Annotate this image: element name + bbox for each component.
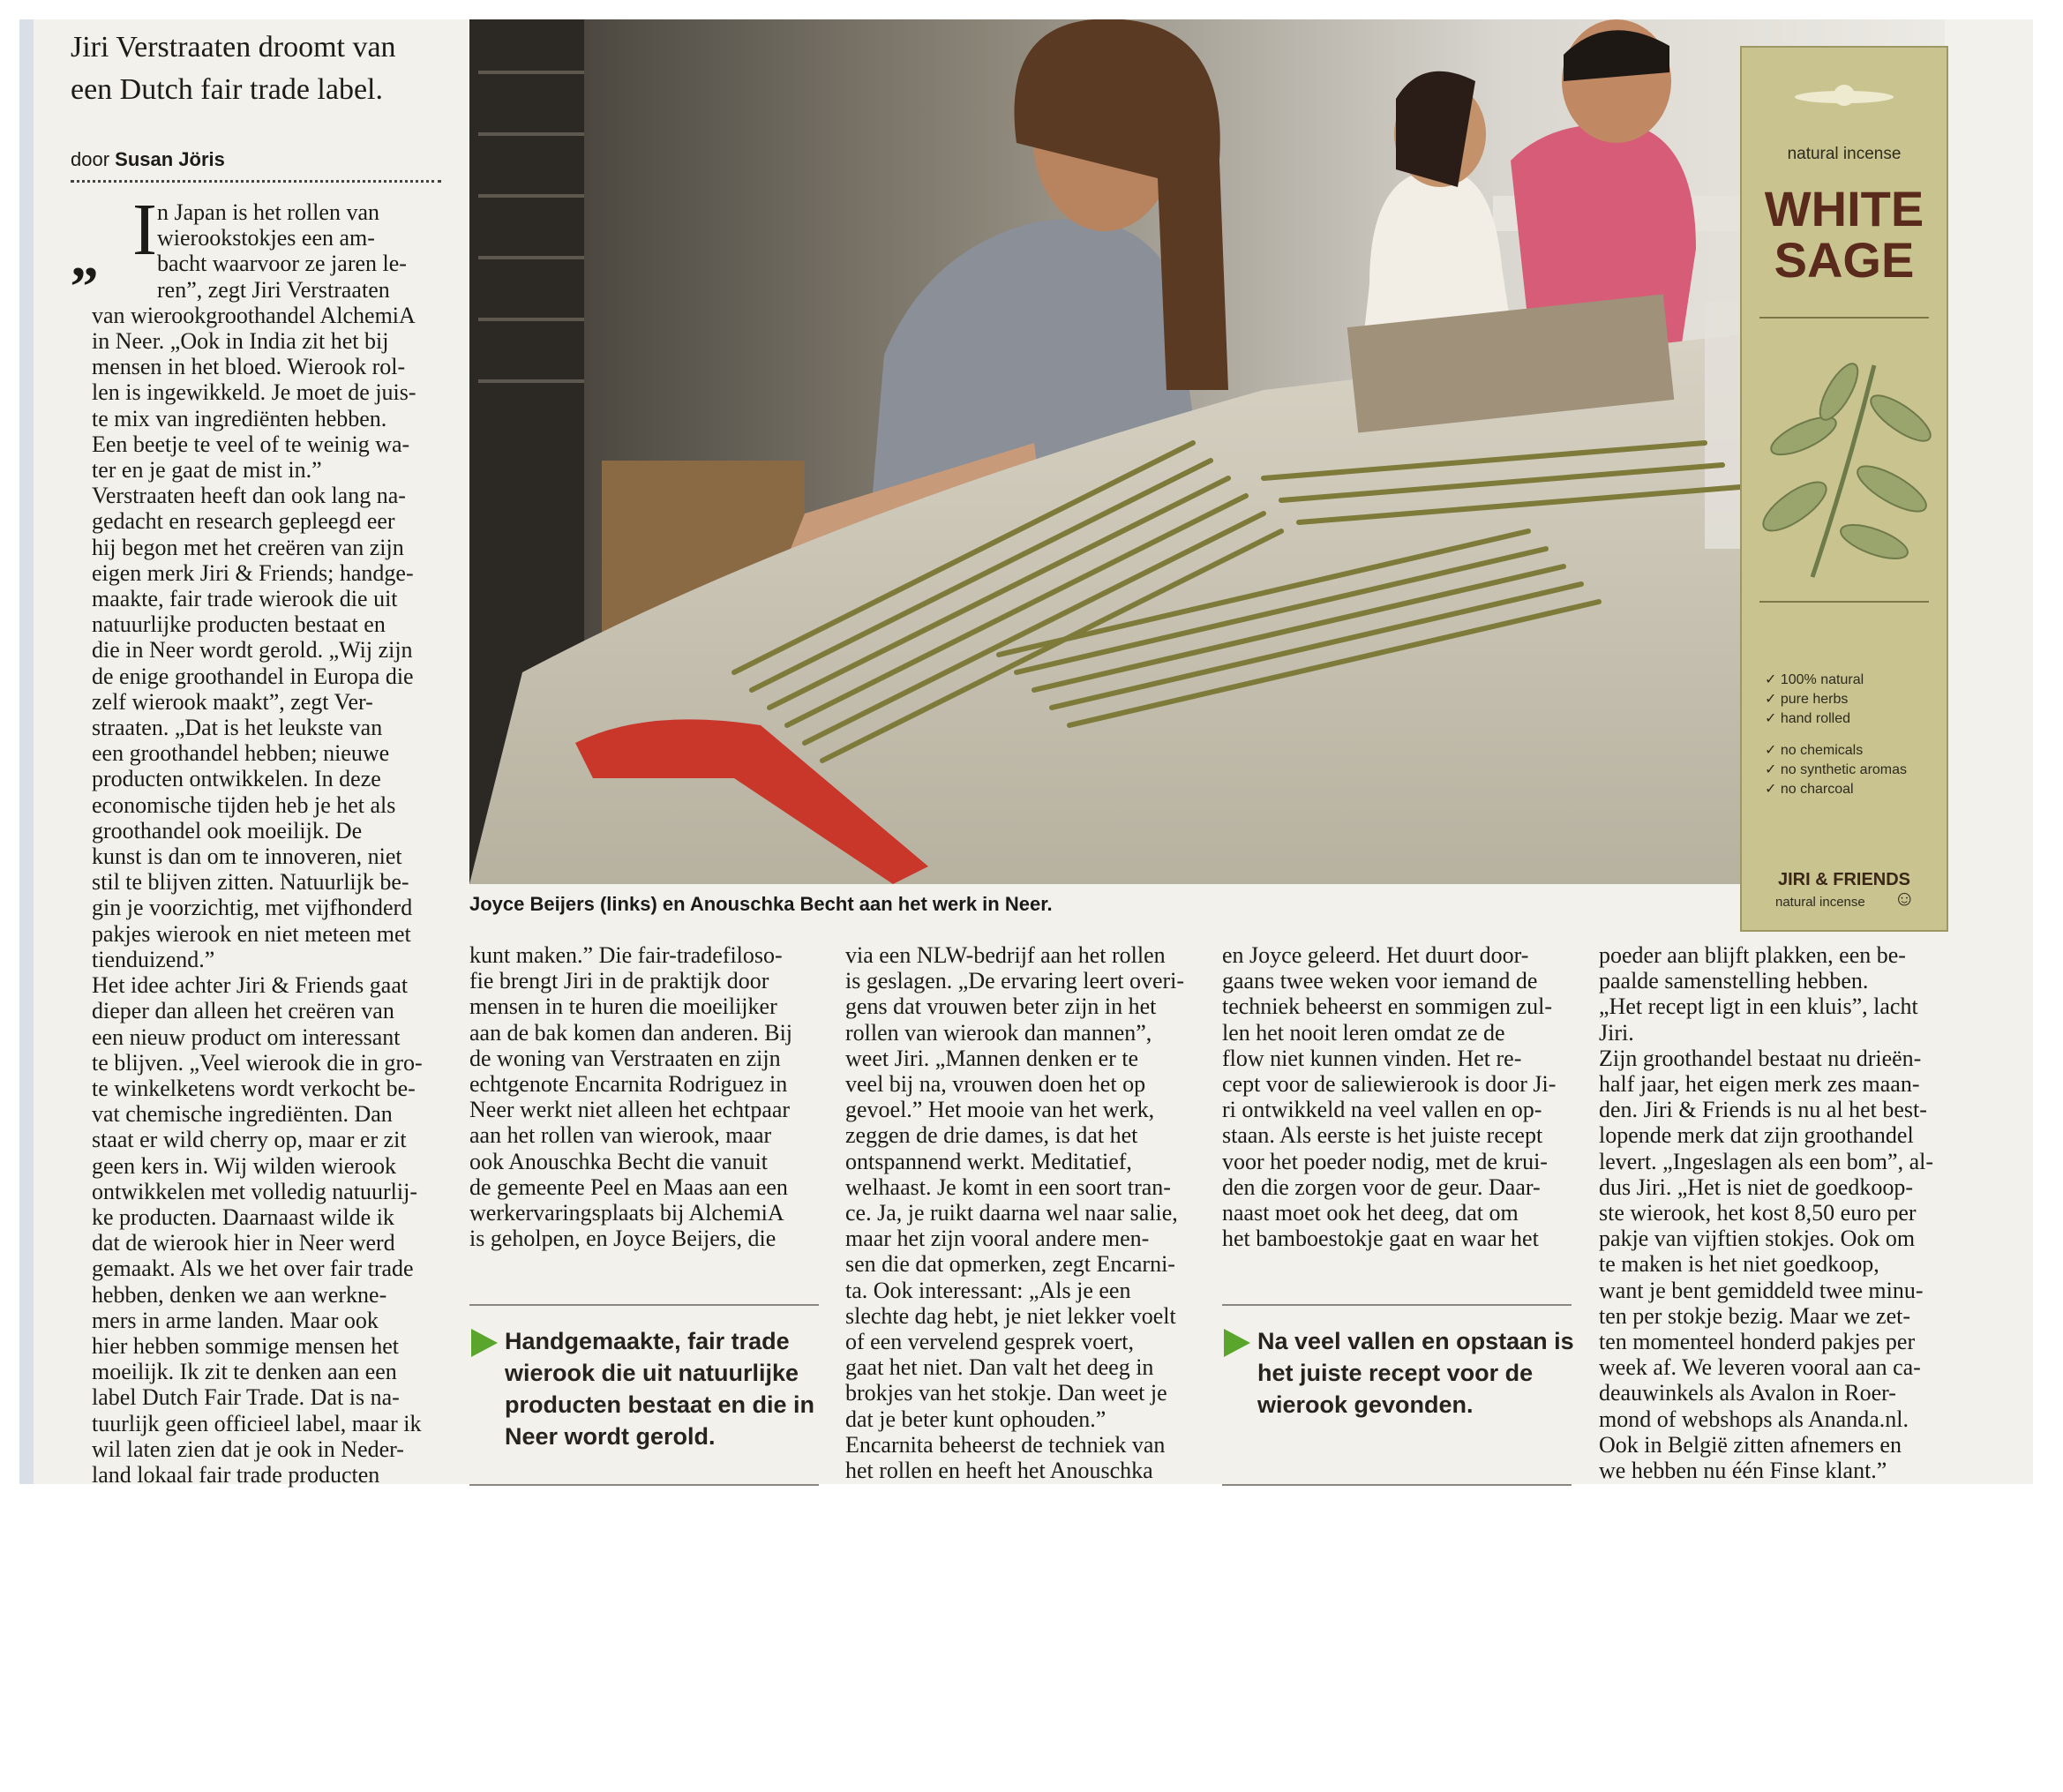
article-column-1: [92, 189, 441, 1488]
text-line: groothandel ook moeilijk. De: [92, 817, 363, 844]
text-line: gemaakt. Als we het over fair trade: [92, 1256, 414, 1282]
text-line: wierookstokjes een am-: [157, 225, 375, 251]
text-line: pakje van vijftien stokjes. Ook om: [1599, 1226, 1916, 1252]
text-line: of een vervelend gesprek voert,: [845, 1329, 1135, 1355]
package-title-line1: WHITE: [1764, 181, 1924, 236]
text-line: te maken is het niet goedkoop,: [1599, 1251, 1879, 1278]
text-line: de woning van Verstraaten en zijn: [469, 1045, 781, 1071]
text-line: gaat het niet. Dan valt het deeg in: [845, 1354, 1154, 1381]
article-photo: [469, 19, 1945, 884]
text-line: flow niet kunnen vinden. Het re-: [1222, 1045, 1522, 1071]
pullquote-line: het juiste recept voor de: [1257, 1360, 1534, 1386]
text-line: ten momenteel honderd pakjes per: [1599, 1329, 1916, 1355]
scan-edge: [19, 19, 34, 1484]
pullquote-line: Na veel vallen en opstaan is: [1257, 1328, 1574, 1354]
text-line: de enige groothandel in Europa die: [92, 663, 414, 689]
text-line: bacht waarvoor ze jaren le-: [157, 251, 407, 277]
text-line: zeggen de drie dames, is dat het: [845, 1122, 1138, 1149]
text-line: eigen merk Jiri & Friends; handge-: [92, 559, 414, 586]
text-line: den. Jiri & Friends is nu al het best-: [1599, 1097, 1927, 1123]
text-line: want je bent gemiddeld twee minu-: [1599, 1277, 1924, 1303]
smiley-icon: ☺: [1894, 888, 1916, 911]
text-line: gin je voorzichtig, met vijfhonderd: [92, 895, 413, 921]
text-line: producten ontwikkelen. In deze: [92, 766, 381, 792]
text-line: kunst is dan om te innoveren, niet: [92, 844, 402, 870]
text-line: half jaar, het eigen merk zes maan-: [1599, 1071, 1920, 1098]
text-line: het bamboestokje gaat en waar het: [1222, 1226, 1539, 1252]
text-line: Een beetje te veel of te weinig wa-: [92, 431, 410, 457]
text-line: en Joyce geleerd. Het duurt door-: [1222, 942, 1529, 968]
workshop-photo-illustration: [469, 19, 1945, 884]
package-feature: ✓ no chemicals: [1765, 743, 1864, 758]
text-line: hij begon met het creëren van zijn: [92, 534, 404, 560]
text-line: aan de bak komen dan anderen. Bij: [469, 1019, 793, 1046]
text-line: maakte, fair trade wierook die uit: [92, 586, 398, 612]
text-line: ri ontwikkeld na veel vallen en op-: [1222, 1097, 1542, 1123]
text-line: wil laten zien dat je ook in Neder-: [92, 1436, 404, 1462]
package-features: [1765, 671, 1907, 799]
text-line: gevoel.” Het mooie van het werk,: [845, 1097, 1155, 1123]
package-feature: ✓ hand rolled: [1765, 711, 1851, 726]
text-line: straaten. „Dat is het leukste van: [92, 715, 383, 741]
text-line: lopende merk dat zijn groothandel: [1599, 1122, 1914, 1149]
byline-prefix: door: [71, 148, 110, 170]
text-line: echtgenote Encarnita Rodriguez in: [469, 1071, 788, 1098]
text-line: Ook in België zitten afnemers en: [1599, 1431, 1902, 1458]
text-line: week af. We leveren vooral aan ca-: [1599, 1354, 1921, 1381]
text-line: kunt maken.” Die fair-tradefiloso-: [469, 942, 783, 968]
text-line: werkervaringsplaats bij AlchemiA: [469, 1200, 784, 1226]
text-line: den die zorgen voor de geur. Daar-: [1222, 1173, 1541, 1200]
text-line: welhaast. Je komt in een soort tran-: [845, 1173, 1171, 1200]
package-tagline: natural incense: [1787, 145, 1902, 163]
text-line: ter en je gaat de mist in.”: [92, 457, 322, 484]
text-line: gaans twee weken voor iemand de: [1222, 968, 1538, 994]
text-line: geen kers in. Wij wilden wierook: [92, 1152, 397, 1179]
pullquote-line: wierook die uit natuurlijke: [505, 1360, 799, 1386]
text-line: ce. Ja, je ruikt daarna wel naar salie,: [845, 1200, 1178, 1226]
text-line: die in Neer wordt gerold. „Wij zijn: [92, 637, 413, 664]
package-feature: ✓ no charcoal: [1765, 782, 1854, 797]
text-line: hebben, denken we aan werkne-: [92, 1281, 387, 1308]
text-line: te mix van ingrediënten hebben.: [92, 405, 387, 431]
text-line: Verstraaten heeft dan ook lang na-: [92, 483, 406, 509]
text-line: paalde samenstelling hebben.: [1599, 968, 1869, 994]
package-title-line2: SAGE: [1774, 232, 1915, 288]
text-line: techniek beheerst en sommigen zul-: [1222, 993, 1552, 1020]
drop-cap: I: [132, 189, 157, 271]
photo-caption: Joyce Beijers (links) en Anouschka Becht aan het werk in Neer.: [469, 893, 1053, 915]
pullquote-2-arrow-icon: [1224, 1329, 1250, 1357]
text-line: cept voor de saliewierook is door Ji-: [1222, 1071, 1557, 1098]
package-feature: ✓ pure herbs: [1765, 692, 1849, 707]
incense-package: [1740, 46, 1948, 932]
text-line: dat de wierook hier in Neer werd: [92, 1230, 395, 1256]
text-line: mond of webshops als Ananda.nl.: [1599, 1406, 1909, 1432]
pullquote-line: producten bestaat en die in: [505, 1391, 815, 1418]
pullquote-1-top-rule: [469, 1304, 819, 1306]
text-line: fie brengt Jiri in de praktijk door: [469, 968, 769, 994]
pullquote-line: wierook gevonden.: [1257, 1391, 1474, 1418]
text-line: natuurlijke producten bestaat en: [92, 611, 386, 638]
text-line: n Japan is het rollen van: [157, 199, 379, 225]
text-line: dieper dan alleen het creëren van: [92, 998, 394, 1024]
text-line: mers in arme landen. Maar ook: [92, 1307, 379, 1333]
text-line: ontspannend werkt. Meditatief,: [845, 1148, 1132, 1174]
package-brand: JIRI & FRIENDS: [1777, 870, 1911, 889]
text-line: gens dat vrouwen beter zijn in het: [845, 993, 1157, 1020]
byline-divider: [71, 180, 441, 183]
pullquote-2-bottom-rule: [1222, 1484, 1572, 1486]
text-line: stil te blijven zitten. Natuurlijk be-: [92, 869, 409, 896]
article-column-2: [469, 942, 822, 1251]
text-line: ste wierook, het kost 8,50 euro per: [1599, 1200, 1917, 1226]
text-line: moeilijk. Ik zit te denken aan een: [92, 1359, 397, 1385]
package-feature: ✓ 100% natural: [1765, 672, 1864, 687]
article-column-3: [845, 942, 1198, 1483]
text-line: is geslagen. „De ervaring leert overi-: [845, 968, 1185, 994]
text-line: ontwikkelen met volledig natuurlij-: [92, 1178, 417, 1204]
text-line: zelf wierook maakt”, zegt Ver-: [92, 688, 373, 715]
text-line: het rollen en heeft het Anouschka: [845, 1458, 1153, 1484]
text-line: mensen in te huren die moeilijker: [469, 993, 777, 1020]
pullquote-1-arrow-icon: [471, 1329, 498, 1357]
text-line: len het nooit leren omdat ze de: [1222, 1019, 1505, 1046]
text-line: ta. Ook interessant: „Als je een: [845, 1277, 1131, 1303]
text-line: Jiri.: [1599, 1019, 1634, 1046]
text-line: voor het poeder nodig, met de krui-: [1222, 1148, 1548, 1174]
pullquote-1-bottom-rule: [469, 1484, 819, 1486]
article-column-5: [1599, 942, 1952, 1483]
pullquote-1: [505, 1325, 822, 1452]
text-line: weet Jiri. „Mannen denken er te: [845, 1045, 1139, 1071]
text-line: vat chemische ingrediënten. Dan: [92, 1101, 393, 1128]
text-line: levert. „Ingeslagen als een bom”, al-: [1599, 1148, 1933, 1174]
package-title: [1742, 181, 1947, 288]
text-line: ke producten. Daarnaast wilde ik: [92, 1203, 394, 1230]
text-line: tienduizend.”: [92, 946, 215, 972]
text-line: Zijn groothandel bestaat nu drieën-: [1599, 1045, 1922, 1071]
text-line: label Dutch Fair Trade. Dat is na-: [92, 1384, 400, 1411]
text-line: poeder aan blijft plakken, een be-: [1599, 942, 1906, 968]
pullquote-line: Handgemaakte, fair trade: [505, 1328, 790, 1354]
text-line: een groothandel hebben; nieuwe: [92, 740, 390, 767]
text-line: Het idee achter Jiri & Friends gaat: [92, 972, 409, 999]
text-line: via een NLW-bedrijf aan het rollen: [845, 942, 1166, 968]
article-intro: Jiri Verstraaten droomt van een Dutch fair trade label.: [71, 31, 396, 106]
text-line: mensen in het bloed. Wierook rol-: [92, 354, 406, 380]
text-line: Neer werkt niet alleen het echtpaar: [469, 1097, 791, 1123]
text-line: een nieuw product om interessant: [92, 1023, 401, 1050]
text-line: ren”, zegt Jiri Verstraaten: [157, 276, 390, 303]
text-line: brokjes van het stokje. Dan weet je: [845, 1380, 1167, 1406]
package-brand-sub: natural incense: [1775, 895, 1865, 910]
text-line: rollen van wierook dan mannen”,: [845, 1019, 1152, 1046]
package-feature: ✓ no synthetic aromas: [1765, 762, 1908, 777]
byline: [71, 148, 225, 171]
text-line: economische tijden heb je het als: [92, 791, 396, 818]
text-line: slechte dag hebt, je niet lekker voelt: [845, 1302, 1176, 1329]
text-line: we hebben nu één Finse klant.”: [1599, 1458, 1887, 1484]
text-line: Encarnita beheerst de techniek van: [845, 1431, 1166, 1458]
opening-quote-mark: „: [71, 226, 99, 289]
text-line: is geholpen, en Joyce Beijers, die: [469, 1226, 776, 1252]
text-line: dus Jiri. „Het is niet de goedkoop-: [1599, 1173, 1913, 1200]
text-line: maar het zijn vooral andere men-: [845, 1226, 1150, 1252]
text-line: de gemeente Peel en Maas aan een: [469, 1173, 788, 1200]
text-line: ten per stokje bezig. Maar we zet-: [1599, 1302, 1911, 1329]
text-line: land lokaal fair trade producten: [92, 1461, 380, 1488]
text-line: pakjes wierook en niet meteen met: [92, 920, 411, 947]
text-line: tuurlijk geen officieel label, maar ik: [92, 1410, 422, 1436]
text-line: te winkelketens wordt verkocht be-: [92, 1075, 416, 1101]
text-line: naast moet ook het deeg, dat om: [1222, 1200, 1519, 1226]
byline-name: Susan Jöris: [115, 148, 225, 170]
pullquote-line: Neer wordt gerold.: [505, 1423, 716, 1450]
article-column-4: [1222, 942, 1575, 1251]
text-line: aan het rollen van wierook, maar: [469, 1122, 772, 1149]
text-line: te blijven. „Veel wierook die in gro-: [92, 1049, 423, 1076]
text-line: dat je beter kunt ophouden.”: [845, 1406, 1107, 1432]
text-line: „Het recept ligt in een kluis”, lacht: [1599, 993, 1918, 1020]
text-line: van wierookgroothandel AlchemiA: [92, 302, 416, 328]
pullquote-2-top-rule: [1222, 1304, 1572, 1306]
pullquote-2: [1257, 1325, 1575, 1421]
text-line: len is ingewikkeld. Je moet de juis-: [92, 379, 416, 406]
text-line: veel bij na, vrouwen doen het op: [845, 1071, 1146, 1098]
text-line: ook Anouschka Becht die vanuit: [469, 1148, 768, 1174]
text-line: hier hebben sommige mensen het: [92, 1332, 400, 1359]
text-line: gedacht en research gepleegd eer: [92, 508, 395, 535]
text-line: sen die dat opmerken, zegt Encarni-: [845, 1251, 1175, 1278]
text-line: deauwinkels als Avalon in Roer-: [1599, 1380, 1896, 1406]
text-line: staat er wild cherry op, maar er zit: [92, 1127, 407, 1153]
text-line: in Neer. „Ook in India zit het bij: [92, 328, 389, 355]
text-line: staan. Als eerste is het juiste recept: [1222, 1122, 1543, 1149]
